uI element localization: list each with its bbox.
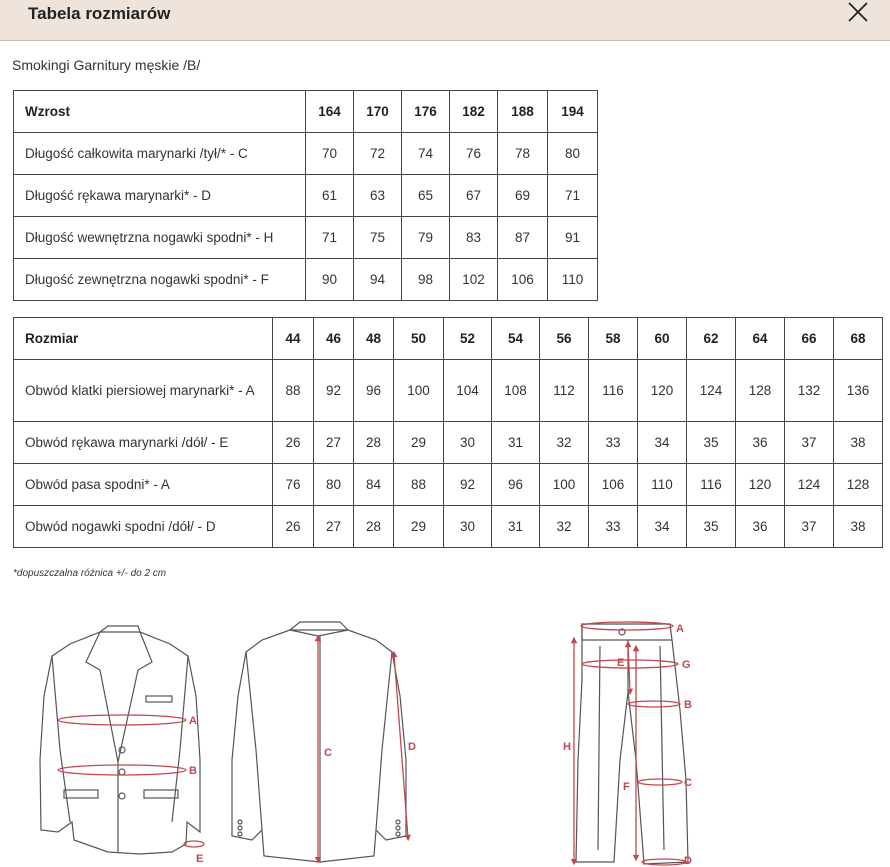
- table-cell: 128: [736, 360, 785, 422]
- table-cell: 92: [314, 360, 354, 422]
- table-cell: 87: [498, 217, 548, 259]
- label-g: G: [682, 659, 691, 671]
- column-header: 56: [540, 318, 589, 360]
- table-cell: 75: [354, 217, 402, 259]
- table-cell: 32: [540, 506, 589, 548]
- label-h: H: [563, 741, 571, 753]
- column-header: 188: [498, 91, 548, 133]
- column-header: 68: [834, 318, 883, 360]
- label-a: A: [676, 623, 684, 635]
- table-cell: 83: [450, 217, 498, 259]
- column-header: 50: [394, 318, 444, 360]
- table-cell: 35: [687, 422, 736, 464]
- table-cell: 71: [548, 175, 598, 217]
- table-cell: 27: [314, 506, 354, 548]
- column-header: 62: [687, 318, 736, 360]
- table-cell: 110: [638, 464, 687, 506]
- table-cell: 98: [402, 259, 450, 301]
- table-cell: 120: [638, 360, 687, 422]
- table-cell: 37: [785, 506, 834, 548]
- table-cell: 116: [687, 464, 736, 506]
- label-e: E: [617, 657, 625, 669]
- table-cell: 65: [402, 175, 450, 217]
- height-size-table: [13, 90, 598, 301]
- table-cell: 34: [638, 422, 687, 464]
- column-header: 48: [354, 318, 394, 360]
- table-cell: 27: [314, 422, 354, 464]
- table-cell: 33: [589, 422, 638, 464]
- table-cell: 26: [273, 422, 314, 464]
- table-row: [14, 217, 598, 259]
- row-label: Długość rękawa marynarki* - D: [14, 175, 306, 217]
- label-c: C: [324, 747, 332, 759]
- header-cell: Rozmiar: [14, 318, 273, 360]
- row-label: Długość wewnętrzna nogawki spodni* - H: [14, 217, 306, 259]
- table-cell: 96: [354, 360, 394, 422]
- modal-title: Tabela rozmiarów: [28, 4, 171, 23]
- table-header-row: [14, 91, 598, 133]
- close-button[interactable]: [845, 0, 871, 26]
- column-header: 182: [450, 91, 498, 133]
- table-row: [14, 422, 883, 464]
- table-cell: 110: [548, 259, 598, 301]
- table-cell: 26: [273, 506, 314, 548]
- table-cell: 30: [444, 422, 492, 464]
- table-cell: 112: [540, 360, 589, 422]
- table-cell: 70: [306, 133, 354, 175]
- table-cell: 90: [306, 259, 354, 301]
- column-header: 60: [638, 318, 687, 360]
- column-header: 54: [492, 318, 540, 360]
- row-label: Długość całkowita marynarki /tył/* - C: [14, 133, 306, 175]
- table-header-row: [14, 318, 883, 360]
- table-cell: 79: [402, 217, 450, 259]
- table-row: [14, 464, 883, 506]
- label-b: B: [189, 765, 197, 777]
- table-cell: 136: [834, 360, 883, 422]
- header-cell: Wzrost: [14, 91, 306, 133]
- table-cell: 80: [314, 464, 354, 506]
- table-cell: 106: [589, 464, 638, 506]
- table-cell: 100: [394, 360, 444, 422]
- column-header: 44: [273, 318, 314, 360]
- table-cell: 32: [540, 422, 589, 464]
- table-cell: 78: [498, 133, 548, 175]
- product-category: Smokingi Garnitury męskie /B/: [12, 57, 201, 73]
- measurement-diagrams: [0, 600, 890, 867]
- table-cell: 76: [450, 133, 498, 175]
- label-b: B: [684, 699, 692, 711]
- table-cell: 88: [394, 464, 444, 506]
- table-cell: 74: [402, 133, 450, 175]
- table-cell: 116: [589, 360, 638, 422]
- table-cell: 35: [687, 506, 736, 548]
- table-cell: 31: [492, 506, 540, 548]
- table-cell: 76: [273, 464, 314, 506]
- table-cell: 106: [498, 259, 548, 301]
- table-cell: 72: [354, 133, 402, 175]
- table-cell: 63: [354, 175, 402, 217]
- label-a: A: [189, 715, 197, 727]
- table-cell: 100: [540, 464, 589, 506]
- jacket-back-drawing: [232, 622, 406, 862]
- column-header: 58: [589, 318, 638, 360]
- label-c: C: [684, 777, 692, 789]
- table-cell: 128: [834, 464, 883, 506]
- table-cell: 36: [736, 422, 785, 464]
- table-cell: 69: [498, 175, 548, 217]
- table-cell: 120: [736, 464, 785, 506]
- label-d: D: [408, 741, 416, 753]
- table-row: [14, 360, 883, 422]
- row-label: Długość zewnętrzna nogawki spodni* - F: [14, 259, 306, 301]
- table-cell: 30: [444, 506, 492, 548]
- table-cell: 92: [444, 464, 492, 506]
- table-cell: 96: [492, 464, 540, 506]
- label-d: D: [684, 855, 692, 867]
- close-icon: [845, 0, 871, 26]
- table-cell: 91: [548, 217, 598, 259]
- table-cell: 94: [354, 259, 402, 301]
- table-cell: 124: [785, 464, 834, 506]
- table-row: [14, 175, 598, 217]
- column-header: 194: [548, 91, 598, 133]
- table-cell: 33: [589, 506, 638, 548]
- table-cell: 84: [354, 464, 394, 506]
- table-cell: 37: [785, 422, 834, 464]
- column-header: 66: [785, 318, 834, 360]
- table-cell: 71: [306, 217, 354, 259]
- table-cell: 31: [492, 422, 540, 464]
- table-row: [14, 133, 598, 175]
- jacket-back-measures: [318, 638, 416, 860]
- size-measurements-table: [13, 317, 883, 548]
- table-row: [14, 259, 598, 301]
- table-cell: 28: [354, 506, 394, 548]
- table-cell: 29: [394, 422, 444, 464]
- table-cell: 38: [834, 506, 883, 548]
- column-header: 46: [314, 318, 354, 360]
- table-cell: 28: [354, 422, 394, 464]
- tolerance-note: *dopuszczalna różnica +/- do 2 cm: [13, 568, 167, 579]
- table-cell: 67: [450, 175, 498, 217]
- row-label: Obwód rękawa marynarki /dół/ - E: [14, 422, 273, 464]
- table-cell: 102: [450, 259, 498, 301]
- label-e: E: [196, 853, 204, 865]
- table-cell: 80: [548, 133, 598, 175]
- table-cell: 88: [273, 360, 314, 422]
- row-label: Obwód klatki piersiowej marynarki* - A: [14, 360, 273, 422]
- column-header: 164: [306, 91, 354, 133]
- modal-header: [0, 0, 890, 41]
- table-cell: 108: [492, 360, 540, 422]
- table-cell: 132: [785, 360, 834, 422]
- table-cell: 36: [736, 506, 785, 548]
- table-cell: 38: [834, 422, 883, 464]
- row-label: Obwód nogawki spodni /dół/ - D: [14, 506, 273, 548]
- column-header: 64: [736, 318, 785, 360]
- column-header: 52: [444, 318, 492, 360]
- jacket-front-drawing: [40, 626, 200, 854]
- column-header: 170: [354, 91, 402, 133]
- table-cell: 124: [687, 360, 736, 422]
- column-header: 176: [402, 91, 450, 133]
- table-cell: 61: [306, 175, 354, 217]
- table-cell: 104: [444, 360, 492, 422]
- table-cell: 34: [638, 506, 687, 548]
- row-label: Obwód pasa spodni* - A: [14, 464, 273, 506]
- table-cell: 29: [394, 506, 444, 548]
- label-f: F: [623, 781, 630, 793]
- table-row: [14, 506, 883, 548]
